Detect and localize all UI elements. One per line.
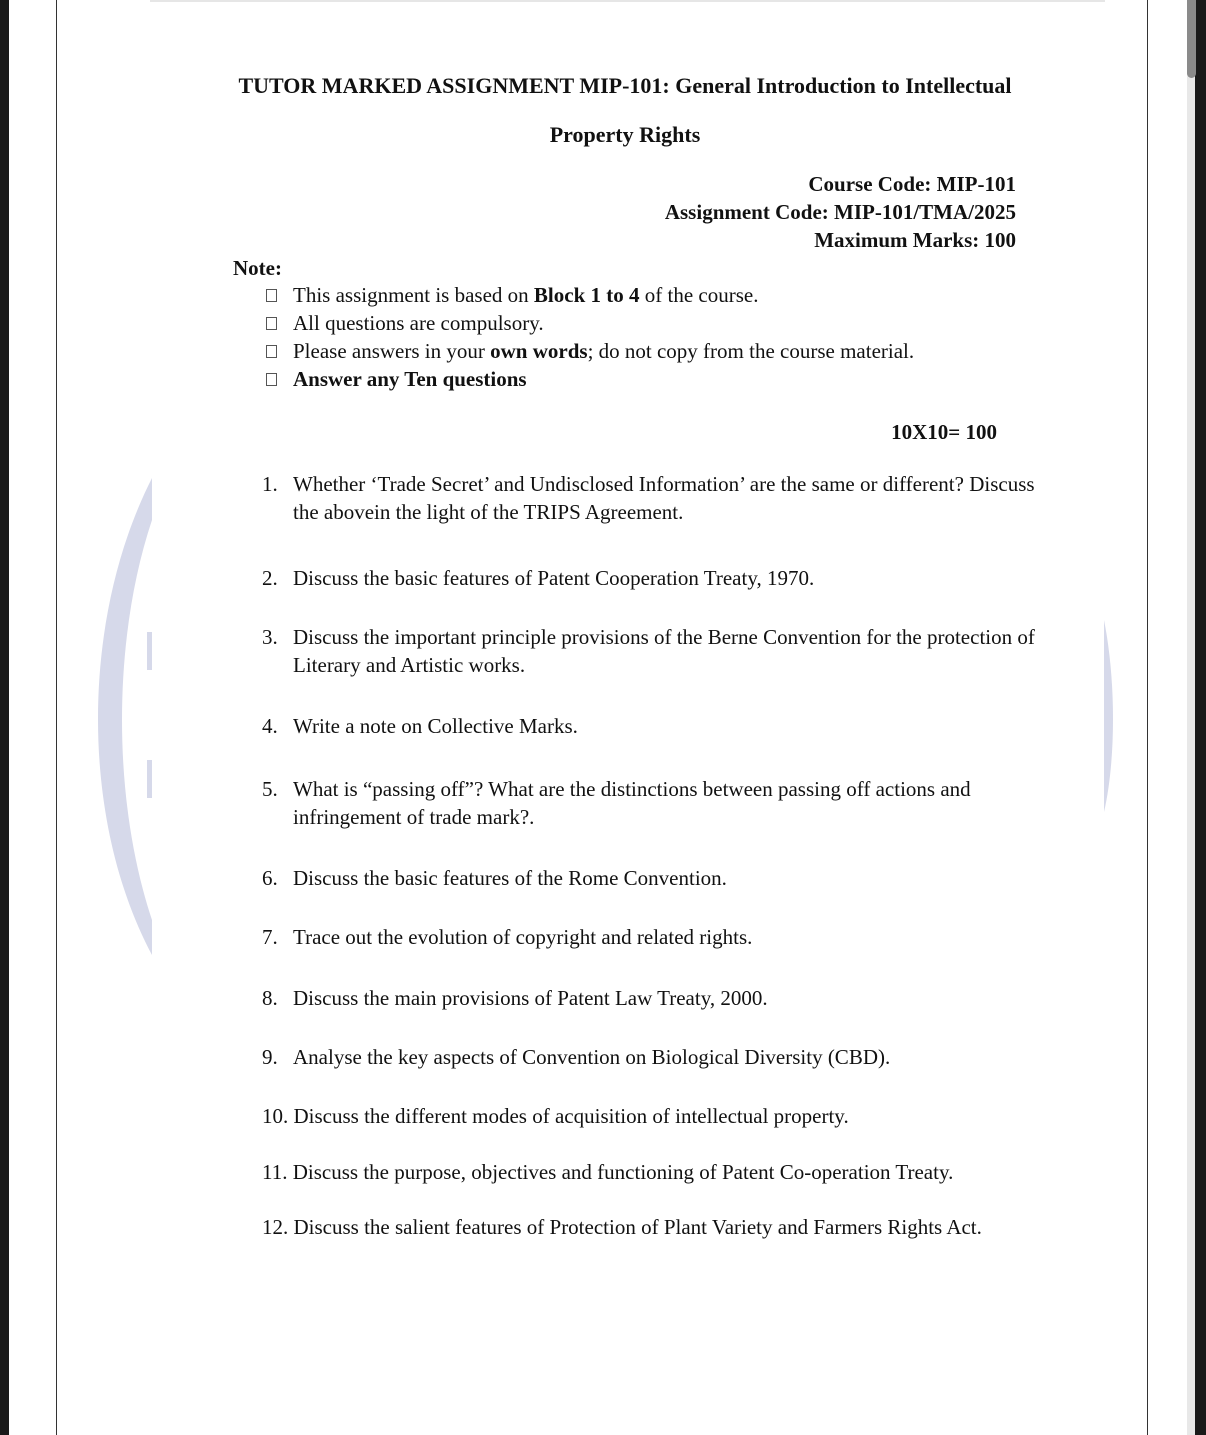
question-text: Trace out the evolution of copyright and related rights. [293, 925, 753, 949]
note-text: This assignment is based on Block 1 to 4 of the course. [293, 283, 759, 307]
question-number: 8. [262, 986, 278, 1010]
question-text-continued: infringement of trade mark?. [293, 805, 535, 829]
question-text: Discuss the main provisions of Patent Law Treaty, 2000. [293, 986, 768, 1010]
question-number: 11. [262, 1160, 288, 1184]
question-text: Write a note on Collective Marks. [293, 714, 578, 738]
question-text: Analyse the key aspects of Convention on Biological Diversity (CBD). [293, 1045, 891, 1069]
checkbox-icon [266, 317, 277, 330]
question-number: 7. [262, 925, 278, 949]
question-text-continued: Literary and Artistic works. [293, 653, 526, 677]
note-item [266, 365, 527, 393]
question-number: 9. [262, 1045, 278, 1069]
scrollbar-thumb[interactable] [1187, 0, 1196, 78]
question-item [262, 1102, 849, 1130]
maximum-marks: Maximum Marks: 100 [814, 228, 1016, 252]
checkbox-icon [266, 345, 277, 358]
question-number: 6. [262, 866, 278, 890]
question-item [262, 984, 768, 1012]
note-label: Note: [233, 256, 282, 280]
document-title-line-1: TUTOR MARKED ASSIGNMENT MIP-101: General Introduction to Intellectual [238, 73, 1012, 98]
question-text: Discuss the salient features of Protection of Plant Variety and Farmers Rights Act. [293, 1215, 982, 1239]
page-top-divider [150, 0, 1105, 2]
note-item [266, 309, 544, 337]
assignment-code: Assignment Code: MIP-101/TMA/2025 [664, 200, 1016, 224]
question-number: 3. [262, 625, 278, 649]
course-code: Course Code: MIP-101 [808, 172, 1016, 196]
question-text: Whether ‘Trade Secret’ and Undisclosed Information’ are the same or different? Discuss [293, 472, 1035, 496]
checkbox-icon [266, 289, 277, 302]
question-text: Discuss the purpose, objectives and functioning of Patent Co-operation Treaty. [292, 1160, 954, 1184]
question-item [262, 775, 971, 831]
question-text: Discuss the different modes of acquisition of intellectual property. [293, 1104, 849, 1128]
question-number: 2. [262, 566, 278, 590]
question-item [262, 1043, 890, 1071]
question-item [262, 864, 727, 892]
question-item [262, 712, 578, 740]
question-item [262, 1213, 982, 1241]
question-text: Discuss the basic features of the Rome Convention. [293, 866, 727, 890]
question-text: What is “passing off”? What are the distinctions between passing off actions and [293, 777, 971, 801]
question-number: 12. [262, 1215, 289, 1239]
question-text: Discuss the basic features of Patent Cooperation Treaty, 1970. [293, 566, 815, 590]
question-item [262, 623, 1035, 679]
question-item [262, 470, 1035, 526]
question-number: 4. [262, 714, 278, 738]
checkbox-icon [266, 373, 277, 386]
question-number: 10. [262, 1104, 289, 1128]
question-number: 1. [262, 472, 278, 496]
question-number: 5. [262, 777, 278, 801]
note-item [266, 281, 758, 309]
marks-formula: 10X10= 100 [891, 420, 997, 444]
question-item [262, 564, 814, 592]
question-text: Discuss the important principle provisions of the Berne Convention for the protection of [293, 625, 1035, 649]
note-text: All questions are compulsory. [293, 311, 544, 335]
window-edge-right [1195, 0, 1206, 1435]
note-item [266, 337, 914, 365]
window-edge-left [0, 0, 9, 1435]
question-item [262, 923, 752, 951]
document-title-line-2: Property Rights [549, 122, 701, 147]
note-text: Answer any Ten questions [293, 367, 527, 391]
question-item [262, 1158, 953, 1186]
note-text: Please answers in your own words; do not copy from the course material. [293, 339, 915, 363]
question-text-continued: the abovein the light of the TRIPS Agreement. [293, 500, 684, 524]
